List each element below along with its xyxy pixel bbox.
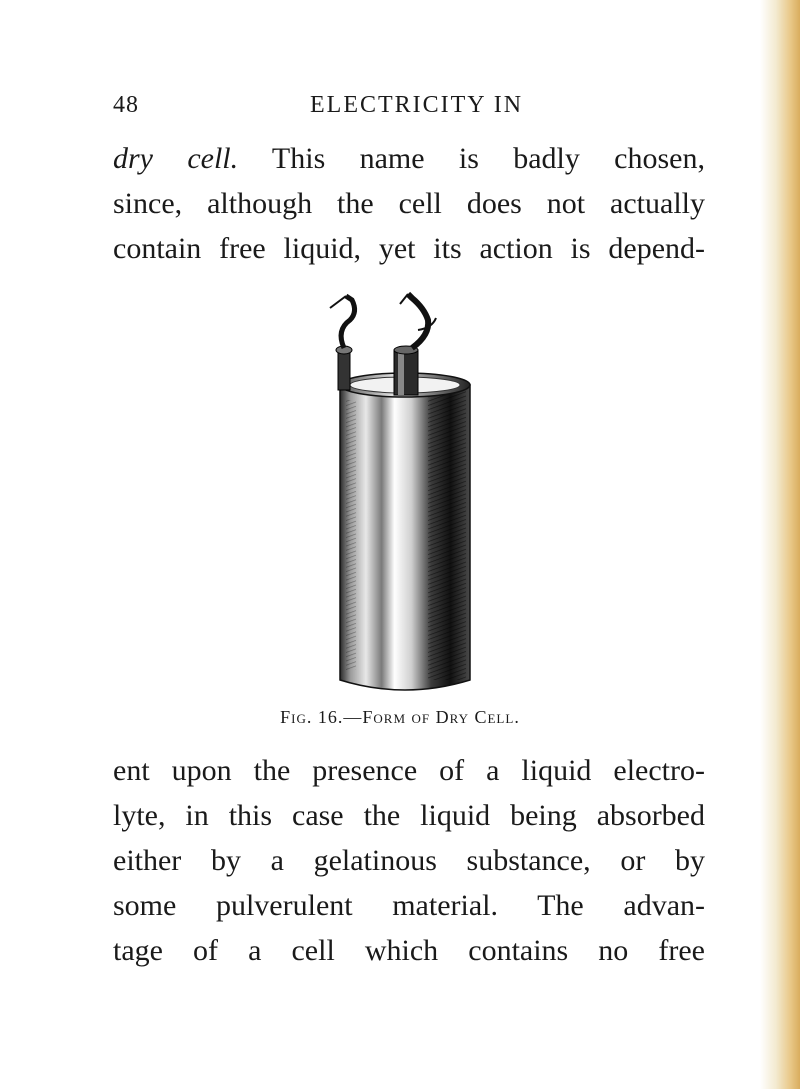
running-head: ELECTRICITY IN <box>310 92 524 118</box>
page-header <box>113 92 707 122</box>
figure-caption: Fig. 16.—Form of Dry Cell. <box>280 707 520 727</box>
text-line <box>113 136 705 181</box>
paragraph-bottom <box>113 748 705 973</box>
text-line: some pulverulent material. The advan- <box>113 889 705 922</box>
text-line: ent upon the presence of a liquid electro- <box>113 754 705 787</box>
text-fragment: This name is badly chosen, <box>238 142 705 175</box>
page-number: 48 <box>113 92 139 118</box>
text-line: tage of a cell which contains no free <box>113 934 705 967</box>
italic-term: dry cell. <box>113 142 239 175</box>
text-line: lyte, in this case the liquid being absorbed <box>113 799 705 832</box>
text-line: either by a gelatinous substance, or by <box>113 844 705 877</box>
dry-cell-illustration <box>300 290 490 700</box>
text-line: contain free liquid, yet its action is depend- <box>113 232 705 265</box>
text-line: since, although the cell does not actually <box>113 187 705 220</box>
paragraph-top <box>113 136 705 271</box>
page-edge <box>760 0 800 1089</box>
